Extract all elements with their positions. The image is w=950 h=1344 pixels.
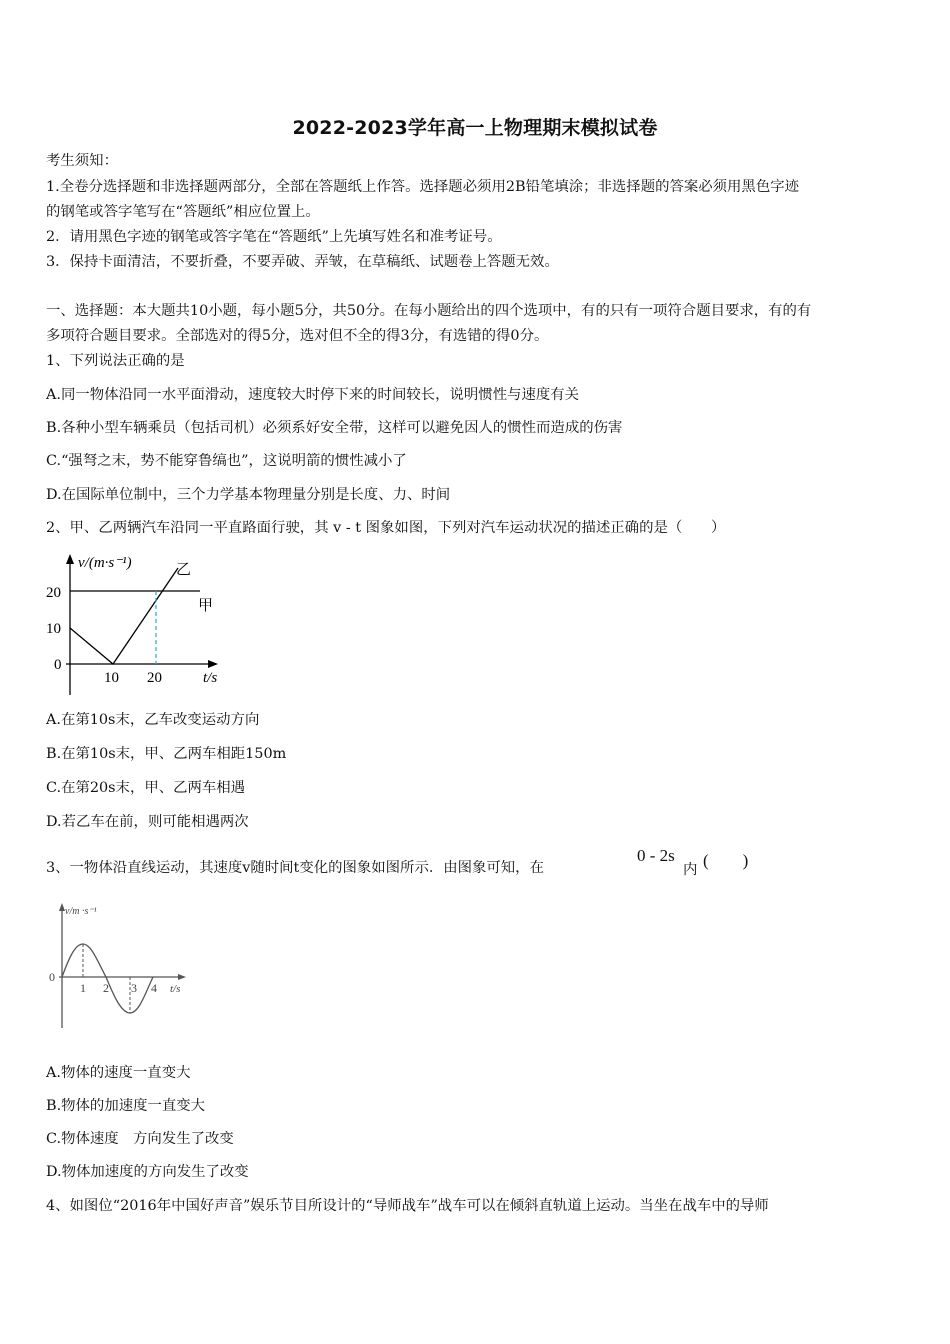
q2-y-tick-0: 0 [54,657,62,673]
q2-y-axis-label: v/(m·s⁻¹) [78,555,132,571]
notice-item-1: 1.全卷分选择题和非选择题两部分，全部在答题纸上作答。选择题必须用2B铅笔填涂；非选择题的答案必须用黑色字迹 [46,179,799,195]
q1-option-b: B.各种小型车辆乘员（包括司机）必须系好安全带，这样可以避免因人的惯性而造成的伤害 [46,420,623,436]
q3-interval: 0 - 2s [637,846,675,865]
q2-y-arrow [66,554,74,564]
q3-option-b: B.物体的加速度一直变大 [46,1098,206,1114]
q2-option-c: C.在第20s末，甲、乙两车相遇 [46,780,246,796]
q3-x-axis-label: t/s [170,983,181,995]
q3-option-a: A.物体的速度一直变大 [46,1065,191,1081]
q2-x-tick-10: 10 [104,670,119,686]
q3-origin-label: 0 [49,970,55,984]
q1-option-d: D.在国际单位制中，三个力学基本物理量分别是长度、力、时间 [46,487,451,503]
q2-x-tick-20: 20 [147,670,162,686]
page-title: 2022-2023学年高一上物理期末模拟试卷 [292,117,658,139]
q2-option-d: D.若乙车在前，则可能相遇两次 [46,814,249,830]
q3-x-arrow [178,974,186,980]
q2-series-yi-line [70,568,178,664]
section1-line2: 多项符合题目要求。全部选对的得5分，选对但不全的得3分，有选错的得0分。 [46,328,549,344]
q1-stem: 1、下列说法正确的是 [46,353,185,369]
notice-heading: 考生须知： [46,153,118,169]
q3-x-tick-2: 2 [103,981,109,995]
q2-option-a: A.在第10s末，乙车改变运动方向 [46,712,260,728]
notice-item-2: 2．请用黑色字迹的钢笔或答字笔在“答题纸”上先填写姓名和准考证号。 [46,229,502,245]
q3-answer-paren: ( ) [703,851,749,870]
q2-y-tick-10: 10 [46,621,61,637]
q3-x-tick-3: 3 [131,981,137,995]
q2-x-arrow [208,660,218,668]
q1-option-a: A.同一物体沿同一水平面滑动，速度较大时停下来的时间较长，说明惯性与速度有关 [46,387,580,403]
q2-series-label-jia: 甲 [198,596,214,614]
q2-stem: 2、甲、乙两辆汽车沿同一平直路面行驶，其 v - t 图象如图，下列对汽车运动状况的描述正确的是（ ） [46,520,726,536]
q3-x-tick-4: 4 [151,981,157,995]
q2-vt-graph [40,548,240,698]
q2-option-b: B.在第10s末，甲、乙两车相距150m [46,746,287,762]
q2-y-tick-20: 20 [46,585,61,601]
q2-series-label-yi: 乙 [176,560,192,578]
q3-y-axis-label: v/m ·s⁻¹ [65,906,97,917]
section1-line1: 一、选择题：本大题共10小题，每小题5分，共50分。在每小题给出的四个选项中，有的只有一项符合题目要求，有的有 [46,303,812,319]
q3-option-d: D.物体加速度的方向发生了改变 [46,1164,249,1180]
q2-x-axis-label: t/s [203,670,218,686]
q3-stem-tail: 内 [683,862,698,878]
q1-option-c: C.“强弩之末，势不能穿鲁缟也”，这说明箭的惯性减小了 [46,453,407,469]
q4-stem: 4、如图位“2016年中国好声音”娱乐节目所设计的“导师战车”战车可以在倾斜直轨道上运动。当坐在战车中的导师 [46,1198,769,1214]
q3-sine-curve [62,944,153,1013]
q3-x-tick-1: 1 [80,981,86,995]
q3-vt-graph [45,900,195,1035]
notice-item-1-cont: 的钢笔或答字笔写在“答题纸”相应位置上。 [46,204,320,220]
q3-option-c: C.物体速度 方向发生了改变 [46,1131,234,1147]
notice-item-3: 3．保持卡面清洁，不要折叠，不要弄破、弄皱，在草稿纸、试题卷上答题无效。 [46,254,559,270]
q3-stem: 3、一物体沿直线运动，其速度v随时间t变化的图象如图所示．由图象可知，在 [46,860,544,876]
